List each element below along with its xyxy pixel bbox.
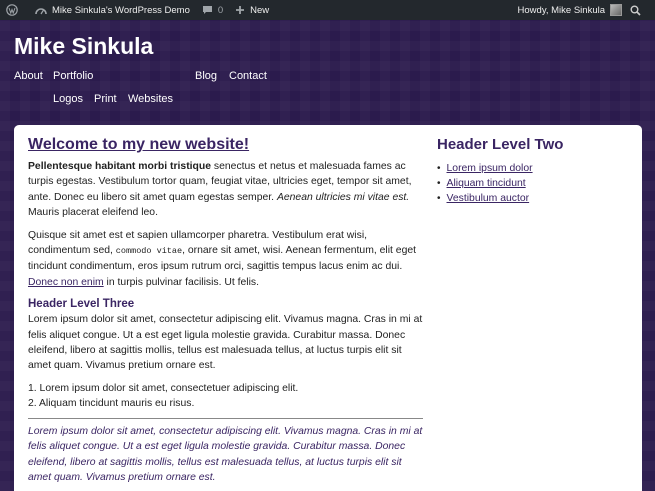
sidebar (437, 135, 632, 206)
wordpress-icon (6, 4, 18, 16)
sidebar-link-vestibulum-auctor[interactable]: • Vestibulum auctor (446, 193, 530, 204)
header-level-three: Header Level Three (28, 298, 135, 311)
italic-text: Aenean ultricies mi vitae est. (276, 191, 410, 203)
nav-print[interactable]: Print (94, 93, 117, 105)
site-name-link[interactable] (35, 5, 190, 16)
wordpress-logo-button[interactable] (6, 4, 23, 16)
nav-logos[interactable]: Logos (53, 93, 83, 105)
sidebar-title: Header Level Two (437, 136, 564, 153)
content-panel (14, 125, 642, 491)
nav-blog[interactable]: Blog (195, 70, 218, 82)
paragraph-2-text-b: , ornare sit amet, wisi. Aenean fermentum, elit eget tincidunt condimentum, eros ipsum rutrum orci, sagittis tempus lacus enim ac dui. (28, 245, 417, 273)
my-account-link[interactable] (518, 4, 622, 16)
comment-bubble-icon (202, 5, 213, 15)
divider (28, 418, 423, 419)
search-button[interactable] (630, 5, 641, 16)
main-content (28, 135, 423, 491)
sidebar-link-aliquam-tincidunt[interactable]: • Aliquam tincidunt (446, 178, 526, 189)
sidebar-links (437, 161, 632, 206)
sidebar-link-lorem-ipsum-dolor[interactable]: • Lorem ipsum dolor (446, 163, 533, 174)
inline-code: commodo vitae (115, 246, 183, 257)
paragraph-2-text-a: Quisque sit amet est et sapien ullamcorper pharetra. Vestibulum erat wisi, condimentum sed, (28, 229, 368, 257)
paragraph-2 (28, 228, 423, 291)
avatar (610, 4, 622, 16)
new-label: New (250, 4, 270, 16)
paragraph-1 (28, 159, 423, 221)
sidebar-list-item (437, 161, 632, 176)
nav-contact[interactable]: Contact (229, 70, 267, 82)
sidebar-list-item (437, 191, 632, 206)
howdy-label: Howdy, Mike Sinkula (517, 4, 605, 16)
site-title[interactable]: Mike Sinkula (14, 33, 154, 59)
new-content-link[interactable] (235, 5, 269, 16)
comments-count: 0 (217, 4, 224, 16)
paragraph-3: Lorem ipsum dolor sit amet, consectetur adipiscing elit. Vivamus magna. Cras in mi at felis aliquet congue. Ut a est eget ligula molestie gravida. Curabitur massa. Donec eleifend, libero at sagittis mollis, tellus est malesuada tellus, at luctus turpis elit sit amet quam. Vivamus pretium ornare est. (28, 314, 423, 372)
dashboard-icon (35, 5, 47, 16)
list-item: 2. Aliquam tincidunt mauris eu risus. (28, 398, 195, 410)
comments-link[interactable] (202, 5, 223, 16)
admin-bar (0, 0, 655, 20)
admin-bar-right (518, 4, 649, 16)
plus-icon (235, 5, 245, 15)
search-icon (630, 5, 641, 16)
ordered-list (28, 381, 423, 412)
paragraph-2-text-c: in turpis pulvinar facilisis. Ut felis. (103, 276, 260, 288)
sidebar-list-item (437, 176, 632, 191)
nav-about[interactable]: About (14, 70, 43, 82)
paragraph-1-tail: Mauris placerat eleifend leo. (28, 207, 158, 219)
paragraph-1-text: senectus et netus et malesuada fames ac turpis egestas. Vestibulum tortor quam, feugiat vitae, ultricies eget, tempor sit amet, ante. Donec eu libero sit amet quam egestas semper. (28, 161, 412, 203)
blockquote: Lorem ipsum dolor sit amet, consectetur adipiscing elit. Vivamus magna. Cras in mi at felis aliquet congue. Ut a est eget ligula molestie gravida. Curabitur massa. Donec eleifend, libero at sagittis mollis, tellus est malesuada tellus, at luctus turpis elit sit amet quam. Vivamus pretium ornare est. (28, 425, 423, 483)
donec-non-enim-link[interactable]: Donec non enim (28, 276, 104, 288)
list-item: 1. Lorem ipsum dolor sit amet, consectetuer adipiscing elit. (28, 382, 299, 394)
bold-text: Pellentesque habitant morbi tristique (28, 161, 212, 172)
site-name-label: Mike Sinkula's WordPress Demo (52, 4, 190, 16)
page-title[interactable]: Welcome to my new website! (28, 136, 250, 153)
nav-portfolio[interactable]: Portfolio (53, 70, 94, 82)
nav-websites[interactable]: Websites (128, 93, 174, 105)
